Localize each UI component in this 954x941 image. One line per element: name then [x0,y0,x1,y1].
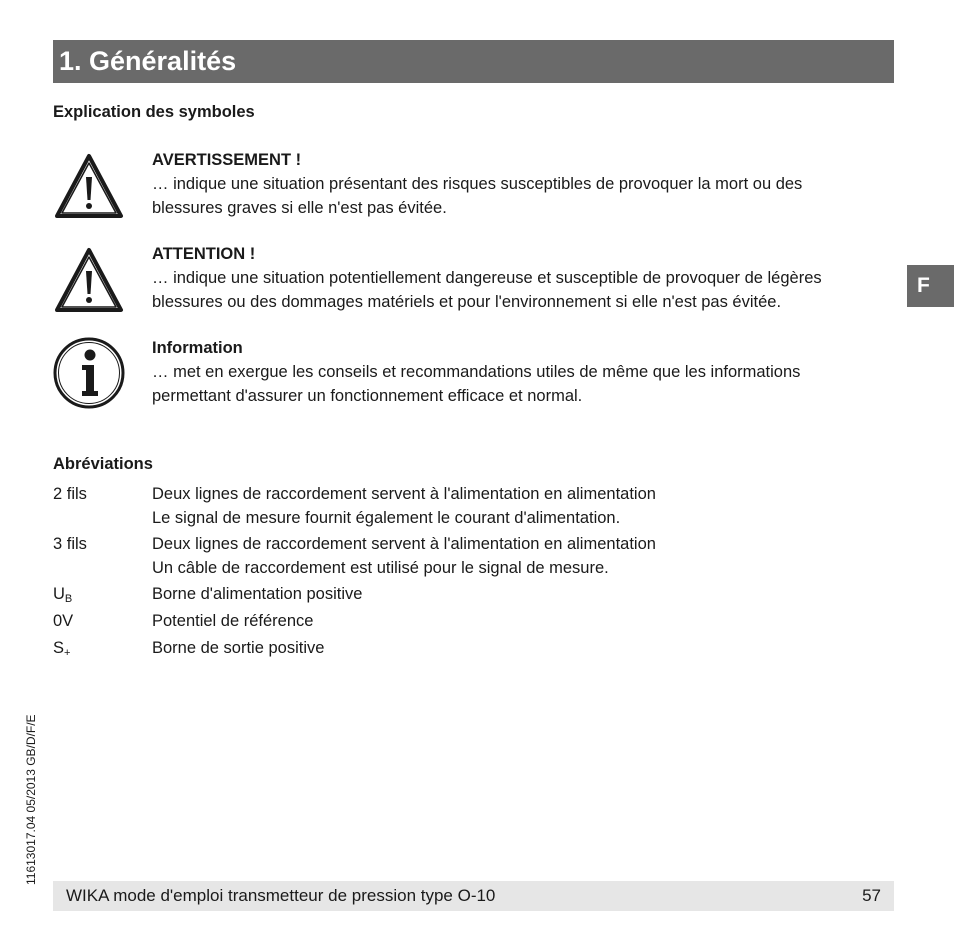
abbreviation-description-line: Un câble de raccordement est utilisé pour le signal de mesure. [152,559,609,577]
information-title: Information [152,339,243,357]
page-number: 57 [862,886,881,905]
abbreviation-description: Borne d'alimentation positive [152,585,363,603]
abbreviation-description-line: Le signal de mesure fournit également le courant d'alimentation. [152,509,621,527]
warning-triangle-icon [53,150,125,222]
abbreviation-term [53,636,148,665]
abbreviation-term-subscript: + [64,647,71,659]
abbreviation-description [152,532,752,580]
warning-title: AVERTISSEMENT ! [152,151,302,169]
abbreviation-term: 3 fils [53,535,87,553]
language-tab: F [907,265,954,307]
attention-title: ATTENTION ! [152,245,256,263]
footer-text: WIKA mode d'emploi transmetteur de pression type O-10 [66,886,496,905]
document-code: 11613017.04 05/2013 GB/D/F/E [24,714,38,885]
abbreviation-description: Potentiel de référence [152,612,314,630]
warning-text-line: … indique une situation présentant des risques susceptibles de provoquer la mort ou des [152,175,803,193]
abbreviation-term-subscript: B [64,593,73,605]
abbreviation-term-main: S [53,639,65,657]
attention-text-line: … indique une situation potentiellement dangereuse et susceptible de provoquer de légères [152,269,822,287]
warning-text-line: blessures graves si elle n'est pas évitée. [152,199,447,217]
abbreviation-description: Borne de sortie positive [152,639,325,657]
information-icon [53,337,125,409]
abbreviation-term-main: U [53,585,65,603]
abbreviation-description-line: Deux lignes de raccordement servent à l'alimentation en alimentation [152,535,656,553]
attention-text-line: blessures ou des dommages matériels et pour l'environnement si elle n'est pas évitée. [152,293,782,311]
abbreviation-description-line: Deux lignes de raccordement servent à l'alimentation en alimentation [152,485,656,503]
information-block [152,336,897,408]
attention-block [152,242,897,314]
footer [53,881,894,911]
warning-block [152,148,897,220]
page-title: 1. Généralités [53,40,894,83]
symbols-heading: Explication des symboles [53,103,255,121]
abbreviations-heading: Abréviations [53,455,153,473]
information-text-line: permettant d'assurer un fonctionnement efficace et normal. [152,387,583,405]
abbreviation-term: 2 fils [53,485,87,503]
abbreviation-description [152,482,752,530]
abbreviation-term: 0V [53,612,74,630]
abbreviation-term [53,582,148,611]
information-text-line: … met en exergue les conseils et recommandations utiles de même que les informations [152,363,801,381]
warning-triangle-icon [53,244,125,316]
